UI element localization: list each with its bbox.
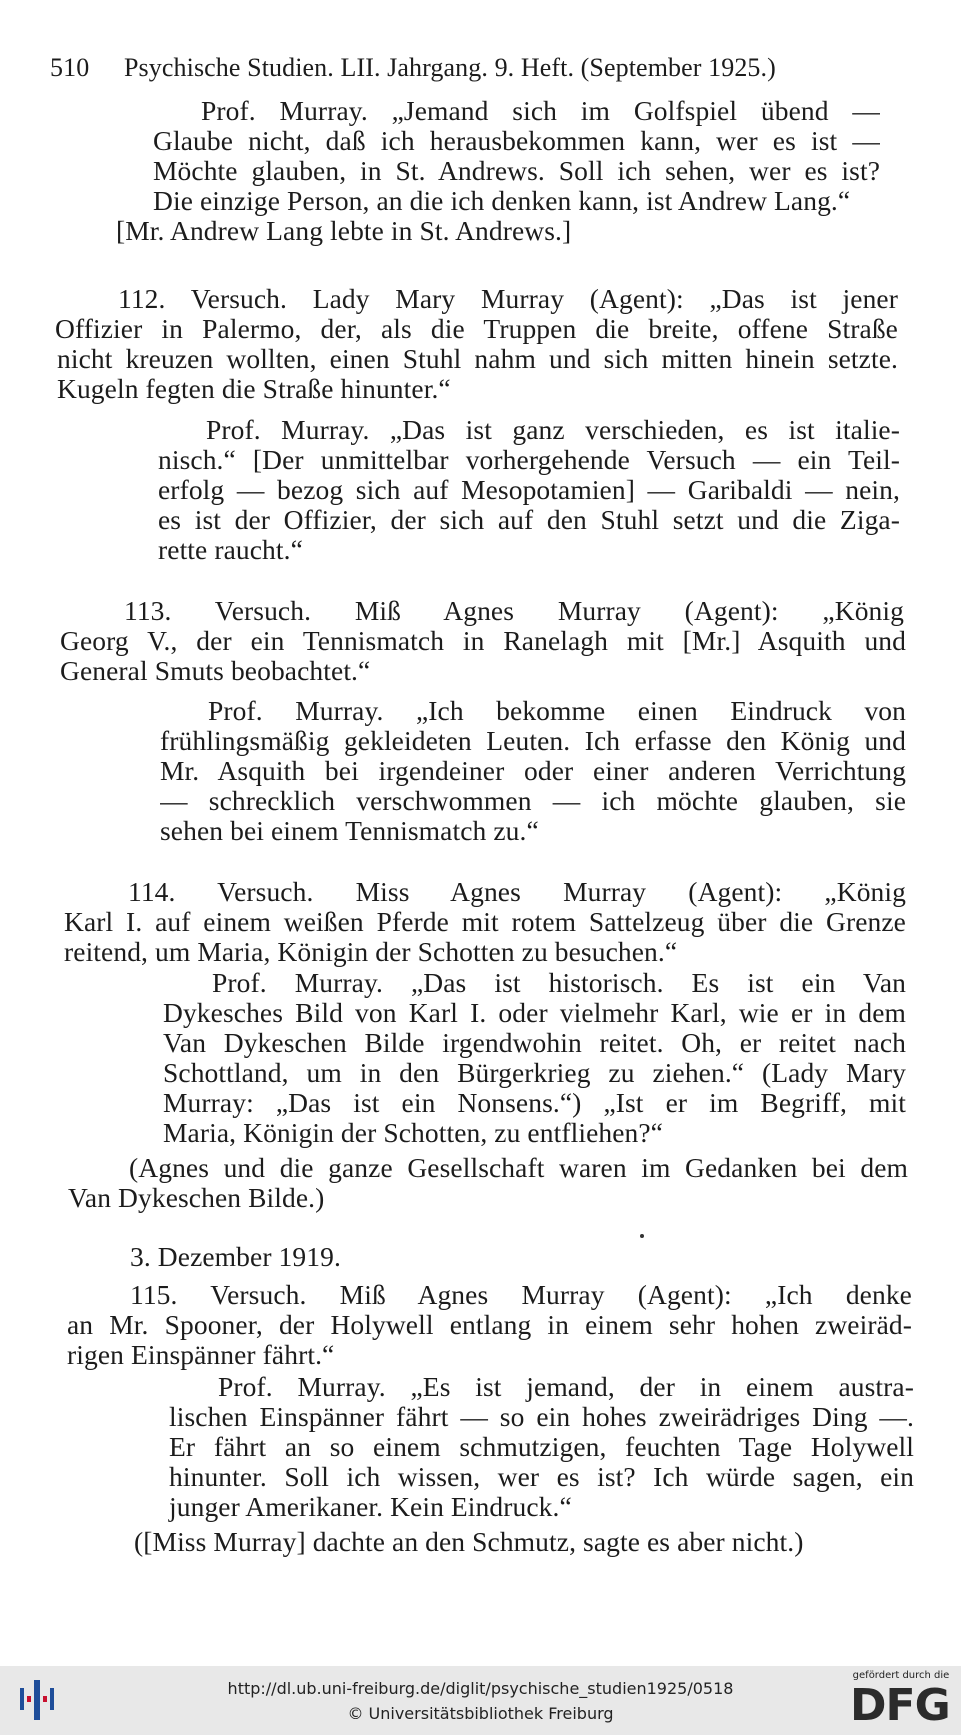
text-line: 113. Versuch. Miß Agnes Murray (Agent): „König — [124, 596, 904, 626]
text-line: Glaube nicht, daß ich herausbekommen kann, wer es ist — — [153, 126, 880, 156]
text-line: sehen bei einem Tennismatch zu.“ — [160, 815, 539, 846]
text-line: Mr. Asquith bei irgendeiner oder einer anderen Verrichtung — [160, 756, 906, 786]
text-line: — schrecklich verschwommen — ich möchte glauben, sie — [160, 786, 906, 816]
digital-object-link[interactable]: http://dl.ub.uni-freiburg.de/diglit/psychische_studien1925/0518 — [227, 1679, 734, 1698]
text-line: reitend, um Maria, Königin der Schotten zu besuchen.“ — [64, 936, 678, 967]
text-line: General Smuts beobachtet.“ — [60, 655, 371, 686]
text-line: frühlingsmäßig gekleideten Leuten. Ich erfasse den König und — [160, 726, 906, 756]
text-line: Murray: „Das ist ein Nonsens.“) „Ist er im Begriff, mit — [163, 1088, 906, 1118]
viewer-footer — [0, 1666, 961, 1735]
text-line: Prof. Murray. „Jemand sich im Golfspiel übend — — [201, 96, 880, 126]
text-line: rigen Einspänner fährt.“ — [67, 1339, 335, 1370]
text-line: 114. Versuch. Miss Agnes Murray (Agent): „König — [128, 877, 906, 907]
text-line: (Agnes und die ganze Gesellschaft waren im Gedanken bei dem — [129, 1153, 908, 1183]
dfg-caption: gefördert durch die — [852, 1670, 950, 1681]
text-line: nisch.“ [Der unmittelbar vorhergehende Versuch — ein Teil- — [158, 445, 900, 475]
text-line: [Mr. Andrew Lang lebte in St. Andrews.] — [116, 215, 572, 246]
text-line: 112. Versuch. Lady Mary Murray (Agent): „Das ist jener — [118, 284, 898, 314]
text-line: an Mr. Spooner, der Holywell entlang in einem sehr hohen zweiräd- — [67, 1310, 912, 1340]
text-line: Van Dykeschen Bilde irgendwohin reitet. Oh, er reitet nach — [163, 1028, 906, 1058]
text-line: junger Amerikaner. Kein Eindruck.“ — [169, 1491, 572, 1522]
ink-dot — [640, 1234, 644, 1238]
text-line: erfolg — bezog sich auf Mesopotamien] — Garibaldi — nein, — [158, 475, 900, 505]
dfg-logo-text: DFG — [850, 1680, 950, 1731]
text-line: Karl I. auf einem weißen Pferde mit rotem Sattelzeug über die Grenze — [64, 907, 906, 937]
text-line: lischen Einspänner fährt — so ein hohes zweirädriges Ding —. — [169, 1402, 914, 1432]
text-line: rette raucht.“ — [158, 534, 303, 565]
text-line: Prof. Murray. „Ich bekomme einen Eindruck von — [208, 696, 906, 726]
text-line: Er fährt an so einem schmutzigen, feuchten Tage Holywell — [169, 1432, 914, 1462]
text-line: Schottland, um in den Bürgerkrieg zu ziehen.“ (Lady Mary — [163, 1058, 906, 1088]
text-line: Dykesches Bild von Karl I. oder vielmehr Karl, wie er in dem — [163, 998, 906, 1028]
dfg-logo — [848, 1670, 954, 1732]
text-line: Prof. Murray. „Es ist jemand, der in einem austra- — [218, 1372, 914, 1402]
text-line: Maria, Königin der Schotten, zu entfliehen?“ — [163, 1117, 663, 1148]
text-line: hinunter. Soll ich wissen, wer es ist? Ich würde sagen, ein — [169, 1462, 914, 1492]
text-line: Die einzige Person, an die ich denken kann, ist Andrew Lang.“ — [153, 185, 851, 216]
running-title: Psychische Studien. LII. Jahrgang. 9. Heft. (September 1925.) — [124, 53, 776, 82]
text-line: nicht kreuzen wollten, einen Stuhl nahm und sich mitten hinein setzte. — [57, 344, 898, 374]
text-line: ([Miss Murray] dachte an den Schmutz, sagte es aber nicht.) — [134, 1526, 804, 1557]
text-line: 115. Versuch. Miß Agnes Murray (Agent): „Ich denke — [130, 1280, 912, 1310]
section-date: 3. Dezember 1919. — [130, 1241, 341, 1272]
text-line: Van Dykeschen Bilde.) — [68, 1182, 325, 1213]
text-line: Georg V., der ein Tennismatch in Ranelagh mit [Mr.] Asquith und — [60, 626, 906, 656]
text-line: Offizier in Palermo, der, als die Truppen die breite, offene Straße — [55, 314, 898, 344]
text-line: Kugeln fegten die Straße hinunter.“ — [57, 373, 451, 404]
copyright-notice: © Universitätsbibliothek Freiburg — [347, 1704, 614, 1723]
text-line: Möchte glauben, in St. Andrews. Soll ich sehen, wer es ist? — [153, 156, 880, 186]
text-line: es ist der Offizier, der sich auf den Stuhl setzt und die Ziga- — [158, 505, 900, 535]
text-line: Prof. Murray. „Das ist ganz verschieden, es ist italie- — [206, 415, 900, 445]
page-number: 510 — [50, 53, 90, 82]
text-line: Prof. Murray. „Das ist historisch. Es ist ein Van — [212, 968, 906, 998]
